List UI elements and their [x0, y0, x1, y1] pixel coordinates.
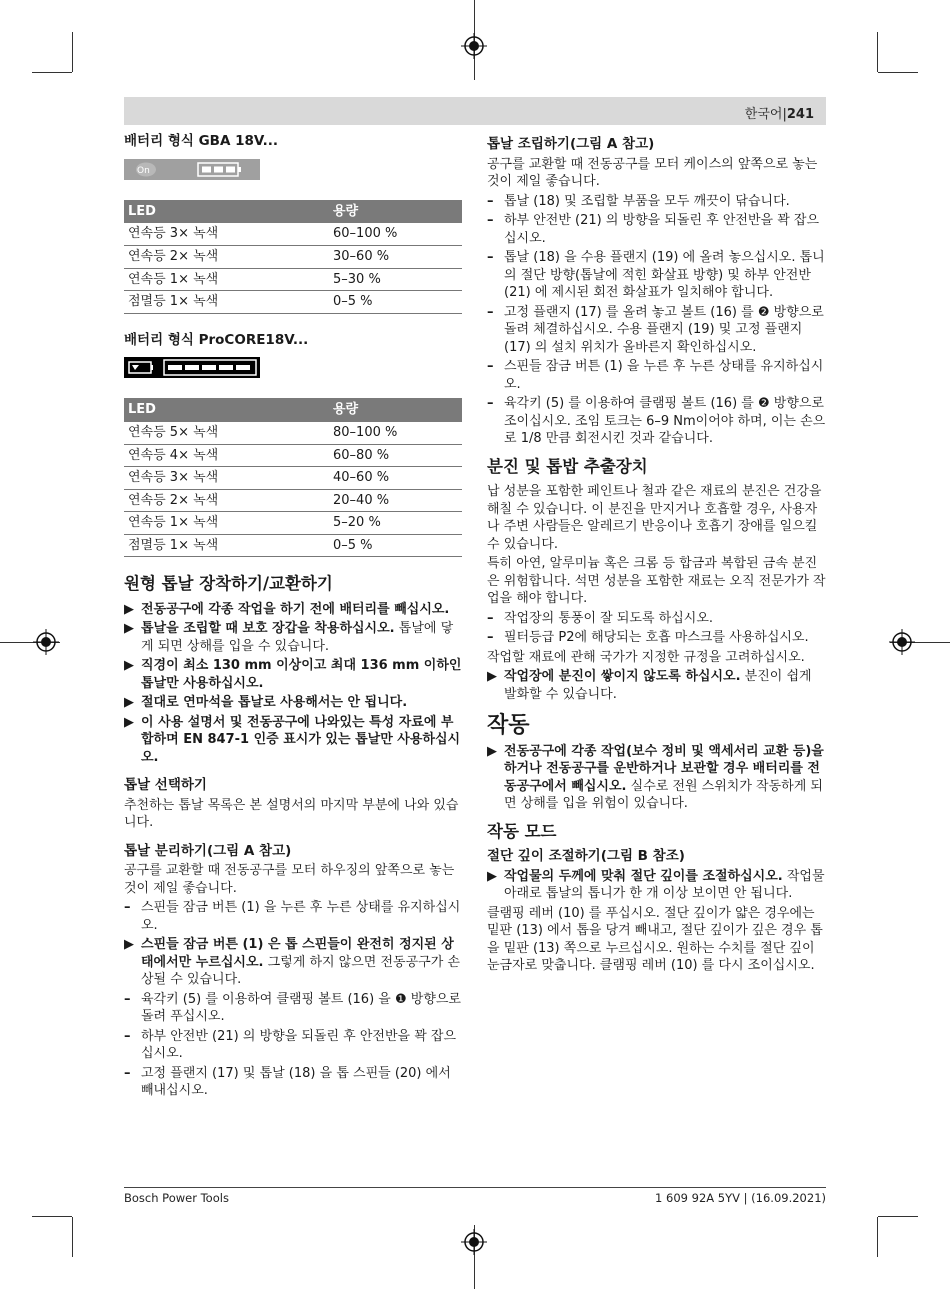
- dash-bullet: –: [124, 1065, 131, 1081]
- gba-title: 배터리 형식 GBA 18V...: [124, 133, 279, 149]
- warning-arrow-icon: ▶: [124, 601, 134, 617]
- table-cell: 0–5 %: [329, 534, 462, 557]
- table-row: [124, 444, 462, 467]
- table-cell: 80–100 %: [329, 422, 462, 445]
- list-text: 스핀들 잠금 버튼 (1) 을 누른 후 누른 상태를 유지하십시오.: [504, 359, 824, 392]
- list-item: [487, 304, 826, 357]
- table-cell: 40–60 %: [329, 467, 462, 490]
- table-header-row: [124, 398, 462, 422]
- table-cell: 연속등 2× 녹색: [124, 246, 329, 269]
- procore-title: 배터리 형식 ProCORE18V...: [124, 331, 309, 348]
- list-text: 고정 플랜지 (17) 및 톱날 (18) 을 톱 스핀들 (20) 에서 빼내십시오.: [141, 1065, 451, 1098]
- warning-item: [124, 714, 462, 767]
- dash-bullet: –: [487, 213, 494, 228]
- warning-text-bold: 톱날을 조립할 때 보호 장갑을 착용하십시오.: [141, 621, 395, 636]
- list-item: [487, 610, 826, 628]
- table-cell: 5–30 %: [329, 268, 462, 291]
- registration-mark-icon: [461, 33, 487, 59]
- paragraph: 납 성분을 포함한 페인트나 철과 같은 재료의 분진은 건강을 해칠 수 있습니다. 이 분진을 만지거나 호흡할 경우, 사용자나 주변 사람들은 알레르기 반응이나 호흡기 장애를 일으킬 수 있습니다.: [487, 484, 822, 552]
- crop-mark: [877, 1217, 878, 1257]
- dash-bullet: –: [487, 193, 494, 209]
- warning-text: 이 사용 설명서 및 전동공구에 나와있는 특성 자료에 부합하며 EN 847-1 인증 표시가 있는 톱날만 사용하십시오.: [141, 714, 461, 765]
- dash-bullet: –: [124, 900, 131, 915]
- subsection-title-blade-select: 톱날 선택하기: [124, 777, 207, 793]
- crop-mark: [877, 32, 878, 72]
- warning-item: [124, 601, 462, 619]
- dash-bullet: –: [487, 630, 494, 645]
- list-text: 육각키 (5) 를 이용하여 클램핑 볼트 (16) 을 ❶ 방향으로 돌려 푸십시오.: [141, 991, 461, 1024]
- dash-bullet: –: [487, 610, 494, 626]
- left-column: [124, 133, 462, 1102]
- warning-text-bold: 작업장에 분진이 쌓이지 않도록 하십시오.: [504, 669, 741, 684]
- warning-text: 분진이 쉽게 발화할 수 있습니다.: [504, 669, 812, 702]
- warning-item: [124, 694, 462, 712]
- dash-bullet: –: [487, 396, 494, 411]
- section-title-operation-mode: 작동 모드: [487, 821, 557, 841]
- warning-text: 직경이 최소 130 mm 이상이고 최대 136 mm 이하인 톱날만 사용하십시오.: [141, 658, 462, 691]
- warning-arrow-icon: ▶: [124, 695, 134, 710]
- warning-text-bold: 작업물의 두께에 맞춰 절단 깊이를 조절하십시오.: [504, 868, 783, 884]
- warning-arrow-icon: ▶: [124, 658, 134, 673]
- registration-mark-icon: [889, 629, 915, 655]
- crop-mark: [72, 1217, 73, 1257]
- table-row: [124, 268, 462, 291]
- table-cell: 연속등 3× 녹색: [124, 223, 329, 246]
- table-cell: 연속등 2× 녹색: [124, 489, 329, 512]
- paragraph: 추천하는 톱날 목록은 본 설명서의 마지막 부분에 나와 있습니다.: [124, 797, 459, 830]
- procore-battery-indicator: [124, 357, 260, 378]
- list-item: [487, 249, 826, 302]
- registration-mark-icon: [33, 629, 59, 655]
- dash-bullet: –: [124, 1028, 131, 1044]
- table-cell: 연속등 5× 녹색: [124, 422, 329, 445]
- paragraph: 공구를 교환할 때 전동공구를 모터 케이스의 앞쪽으로 놓는 것이 제일 좋습니다.: [487, 156, 818, 189]
- dash-bullet: –: [487, 359, 494, 374]
- table-cell: 점멸등 1× 녹색: [124, 534, 329, 557]
- warning-arrow-icon: ▶: [487, 743, 497, 759]
- table-row: [124, 223, 462, 246]
- table-row: [124, 512, 462, 535]
- warning-text: 톱날에 닿게 되면 상해를 입을 수 있습니다.: [141, 621, 454, 654]
- footer-rule: [124, 1187, 826, 1188]
- procore-led-table: [124, 398, 462, 557]
- table-cell: 연속등 3× 녹색: [124, 467, 329, 490]
- warning-arrow-icon: ▶: [487, 669, 497, 684]
- table-row: [124, 291, 462, 314]
- list-item: [124, 899, 462, 934]
- procore-battery-icon: [124, 357, 260, 378]
- subsection-title-cut-depth: 절단 깊이 조절하기(그림 B 참조): [487, 848, 685, 864]
- header-language: 한국어: [744, 107, 783, 122]
- table-cell: 5–20 %: [329, 512, 462, 535]
- warning-arrow-icon: ▶: [124, 621, 134, 636]
- warning-text-bold: 전동공구에 각종 작업(보수 정비 및 액세서리 교환 등)을 하거나 전동공구를 운반하거나 보관할 경우 배터리를 전동공구에서 빼십시오.: [504, 743, 824, 794]
- registration-mark-icon: [461, 1229, 487, 1255]
- table-row: [124, 467, 462, 490]
- subsection-title-blade-assemble: 톱날 조립하기(그림 A 참고): [487, 136, 655, 152]
- warning-text: 작업물 아래로 톱날의 톱니가 한 개 이상 보이면 안 됩니다.: [504, 868, 825, 901]
- list-text: 톱날 (18) 을 수용 플랜지 (19) 에 올려 놓으십시오. 톱니의 절단 방향(톱날에 적힌 화살표 방향) 및 하부 안전반 (21) 에 제시된 회전 화살표가 일치해야 합니다.: [504, 250, 825, 300]
- crop-mark: [32, 72, 72, 73]
- footer-brand: Bosch Power Tools: [124, 1191, 229, 1205]
- table-header-led: LED: [124, 200, 329, 224]
- gba-battery-indicator: [124, 159, 260, 180]
- crop-mark: [72, 32, 73, 72]
- list-text: 톱날 (18) 및 조립할 부품을 모두 깨끗이 닦습니다.: [504, 193, 790, 209]
- table-cell: 연속등 1× 녹색: [124, 268, 329, 291]
- section-title-dust-extraction: 분진 및 톱밥 추출장치: [487, 456, 648, 476]
- warning-text: 전동공구에 각종 작업을 하기 전에 배터리를 빼십시오.: [141, 601, 450, 617]
- table-header-led: LED: [124, 398, 329, 422]
- section-title-operation: 작동: [487, 713, 530, 738]
- warning-text-bold: 스핀들 잠금 버튼 (1) 은 톱 스핀들이 완전히 정지된 상태에서만 누르십시오.: [141, 937, 454, 970]
- list-text: 작업장의 통풍이 잘 되도록 하십시오.: [504, 610, 714, 626]
- subsection-title-blade-remove: 톱날 분리하기(그림 A 참고): [124, 842, 292, 859]
- dash-bullet: –: [487, 250, 494, 265]
- gba-on-button[interactable]: On: [137, 165, 150, 176]
- table-cell: 20–40 %: [329, 489, 462, 512]
- paragraph: 클램핑 레버 (10) 를 푸십시오. 절단 깊이가 얇은 경우에는 밑판 (13) 에서 톱을 당겨 빼내고, 절단 깊이가 깊은 경우 톱을 밑판 (13) 쪽으로 누르십시오. 원하는 수치를 절단 깊이 눈금자로 맞춥니다. 클램핑 레버 (10) 를 다시 조이십시오.: [487, 905, 823, 973]
- warning-text: 그렇게 하지 않으면 전동공구가 손상될 수 있습니다.: [141, 954, 460, 987]
- warning-arrow-icon: ▶: [124, 714, 134, 730]
- warning-item: [124, 657, 462, 692]
- warning-text: 절대로 연마석을 톱날로 사용해서는 안 됩니다.: [141, 695, 408, 710]
- list-text: 하부 안전반 (21) 의 방향을 되돌린 후 안전반을 꽉 잡으십시오.: [504, 213, 820, 246]
- list-text: 고정 플랜지 (17) 를 올려 놓고 볼트 (16) 를 ❷ 방향으로 돌려 체결하십시오. 수용 플랜지 (19) 및 고정 플랜지 (17) 의 설치 위치가 올바른지 확인하십시오.: [504, 304, 824, 355]
- dash-bullet: –: [124, 991, 131, 1007]
- list-item: [487, 629, 826, 647]
- table-row: [124, 534, 462, 557]
- list-item: [487, 395, 826, 448]
- table-cell: 점멸등 1× 녹색: [124, 291, 329, 314]
- header-text: [745, 103, 814, 122]
- table-header-row: [124, 200, 462, 224]
- crop-mark: [32, 1216, 72, 1217]
- list-item: [124, 1028, 462, 1063]
- list-text: 육각키 (5) 를 이용하여 클램핑 볼트 (16) 를 ❷ 방향으로 조이십시오. 조임 토크는 6–9 Nm이어야 하며, 이는 손으로 1/8 만큼 회전시킨 것과 같습니다.: [504, 396, 826, 446]
- table-cell: 60–100 %: [329, 223, 462, 246]
- warning-arrow-icon: ▶: [124, 937, 134, 952]
- warning-item: [124, 936, 462, 989]
- list-text: 하부 안전반 (21) 의 방향을 되돌린 후 안전반을 꽉 잡으십시오.: [141, 1028, 457, 1061]
- section-title-blade-mounting: 원형 톱날 장착하기/교환하기: [124, 574, 333, 593]
- crop-mark: [878, 1216, 918, 1217]
- paragraph: 특히 아연, 알루미늄 혹은 크롬 등 합금과 복합된 금속 분진은 위험합니다. 석면 성분을 포함한 재료는 오직 전문가가 작업을 해야 합니다.: [487, 556, 826, 606]
- paragraph: 작업할 재료에 관해 국가가 지정한 규정을 고려하십시오.: [487, 649, 805, 665]
- table-header-capacity: 용량: [329, 398, 462, 422]
- crop-mark: [878, 72, 918, 73]
- warning-item: [487, 743, 826, 813]
- page-number: 241: [786, 107, 814, 122]
- right-column: [487, 133, 826, 977]
- footer-doc-number: 1 609 92A 5YV | (16.09.2021): [655, 1191, 826, 1205]
- table-row: [124, 422, 462, 445]
- warning-item: [487, 668, 826, 703]
- list-item: [487, 358, 826, 393]
- table-cell: 30–60 %: [329, 246, 462, 269]
- table-cell: 연속등 1× 녹색: [124, 512, 329, 535]
- warning-arrow-icon: ▶: [487, 868, 497, 884]
- dash-bullet: –: [487, 304, 494, 320]
- table-row: [124, 246, 462, 269]
- table-cell: 0–5 %: [329, 291, 462, 314]
- page-header: [124, 97, 826, 125]
- list-item: [487, 193, 826, 211]
- warning-item: [124, 620, 462, 655]
- paragraph: 공구를 교환할 때 전동공구를 모터 하우징의 앞쪽으로 놓는 것이 제일 좋습니다.: [124, 863, 455, 896]
- table-cell: 60–80 %: [329, 444, 462, 467]
- header-separator: |: [782, 107, 787, 122]
- warning-text: 실수로 전원 스위치가 작동하게 되면 상해를 입을 위험이 있습니다.: [504, 778, 823, 811]
- list-item: [487, 212, 826, 247]
- list-text: 스핀들 잠금 버튼 (1) 을 누른 후 누른 상태를 유지하십시오.: [141, 900, 461, 933]
- table-cell: 연속등 4× 녹색: [124, 444, 329, 467]
- warning-item: [487, 868, 826, 903]
- list-text: 필터등급 P2에 해당되는 호흡 마스크를 사용하십시오.: [504, 630, 809, 645]
- list-item: [124, 991, 462, 1026]
- list-item: [124, 1065, 462, 1100]
- table-header-capacity: 용량: [329, 200, 462, 224]
- table-row: [124, 489, 462, 512]
- gba-led-table: [124, 200, 462, 314]
